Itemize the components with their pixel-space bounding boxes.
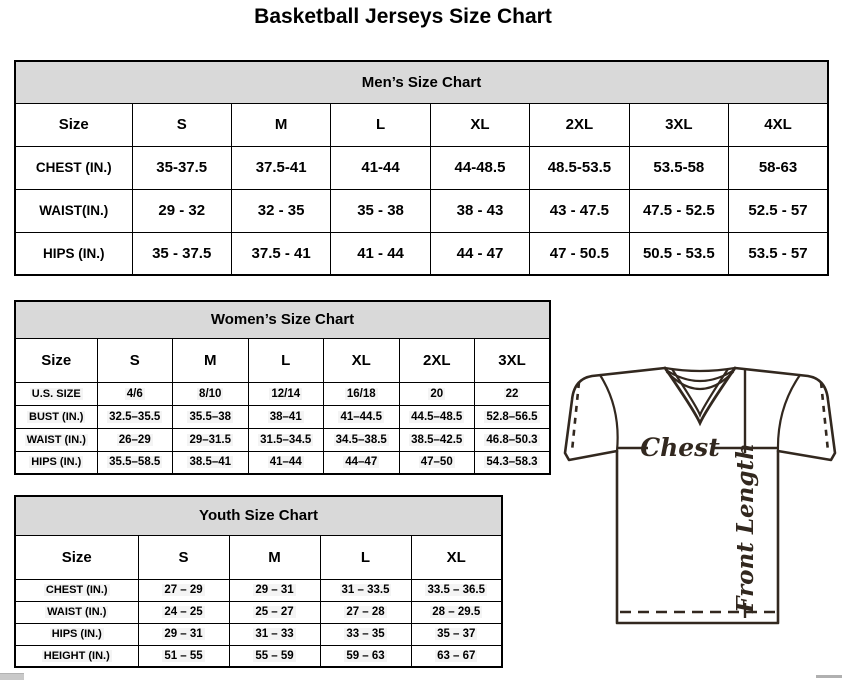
table-cell: 46.8–50.3	[475, 428, 551, 451]
table-cell: 41-44	[331, 146, 430, 189]
table-cell: 47 - 50.5	[530, 232, 629, 275]
womens-col-2xl: 2XL	[399, 338, 475, 382]
table-cell: 35.5–38	[173, 405, 249, 428]
table-cell: 35 – 37	[411, 623, 502, 645]
horizontal-scrollbar-track[interactable]	[816, 675, 842, 678]
table-cell: 41–44.5	[324, 405, 400, 428]
row-label: HIPS (IN.)	[15, 451, 97, 474]
youth-col-l: L	[320, 535, 411, 579]
table-cell: 29 - 32	[132, 189, 231, 232]
row-label: WAIST (IN.)	[15, 601, 138, 623]
table-cell: 31 – 33	[229, 623, 320, 645]
table-row	[15, 645, 502, 667]
mens-col-4xl: 4XL	[729, 103, 828, 146]
table-cell: 27 – 29	[138, 579, 229, 601]
table-cell: 37.5 - 41	[231, 232, 330, 275]
table-cell: 28 – 29.5	[411, 601, 502, 623]
table-row	[15, 189, 828, 232]
table-row	[15, 232, 828, 275]
table-cell: 34.5–38.5	[324, 428, 400, 451]
mens-col-s: S	[132, 103, 231, 146]
table-row	[15, 579, 502, 601]
table-cell: 53.5 - 57	[729, 232, 828, 275]
table-row	[15, 623, 502, 645]
table-cell: 16/18	[324, 382, 400, 405]
table-cell: 29–31.5	[173, 428, 249, 451]
table-cell: 59 – 63	[320, 645, 411, 667]
table-cell: 26–29	[97, 428, 173, 451]
front-length-label: Front Length	[732, 443, 759, 613]
table-cell: 38.5–41	[173, 451, 249, 474]
table-cell: 8/10	[173, 382, 249, 405]
table-cell: 37.5-41	[231, 146, 330, 189]
mens-size-header: Size	[15, 103, 132, 146]
table-row	[15, 451, 550, 474]
jersey-collar	[665, 368, 735, 423]
table-cell: 52.8–56.5	[475, 405, 551, 428]
table-cell: 52.5 - 57	[729, 189, 828, 232]
table-cell: 35 - 38	[331, 189, 430, 232]
table-cell: 25 – 27	[229, 601, 320, 623]
table-cell: 24 – 25	[138, 601, 229, 623]
table-cell: 48.5-53.5	[530, 146, 629, 189]
jersey-measurement-diagram	[560, 360, 840, 680]
table-cell: 20	[399, 382, 475, 405]
table-cell: 44-48.5	[430, 146, 529, 189]
row-label: HIPS (IN.)	[15, 232, 132, 275]
table-cell: 63 – 67	[411, 645, 502, 667]
table-cell: 12/14	[248, 382, 324, 405]
mens-col-3xl: 3XL	[629, 103, 728, 146]
table-cell: 43 - 47.5	[530, 189, 629, 232]
table-cell: 29 – 31	[229, 579, 320, 601]
table-row	[15, 428, 550, 451]
table-cell: 41–44	[248, 451, 324, 474]
table-cell: 38–41	[248, 405, 324, 428]
table-row	[15, 382, 550, 405]
table-cell: 22	[475, 382, 551, 405]
table-row	[15, 601, 502, 623]
table-cell: 29 – 31	[138, 623, 229, 645]
table-cell: 31.5–34.5	[248, 428, 324, 451]
womens-col-m: M	[173, 338, 249, 382]
table-cell: 47.5 - 52.5	[629, 189, 728, 232]
table-cell: 53.5-58	[629, 146, 728, 189]
table-cell: 50.5 - 53.5	[629, 232, 728, 275]
womens-size-chart-table	[14, 300, 551, 475]
row-label: CHEST (IN.)	[15, 146, 132, 189]
table-cell: 54.3–58.3	[475, 451, 551, 474]
mens-size-chart-table	[14, 60, 829, 276]
youth-size-chart-table	[14, 495, 503, 668]
table-cell: 44–47	[324, 451, 400, 474]
womens-col-xl: XL	[324, 338, 400, 382]
table-cell: 35 - 37.5	[132, 232, 231, 275]
youth-col-xl: XL	[411, 535, 502, 579]
table-cell: 41 - 44	[331, 232, 430, 275]
row-label: WAIST (IN.)	[15, 428, 97, 451]
row-label: HEIGHT (IN.)	[15, 645, 138, 667]
row-label: U.S. SIZE	[15, 382, 97, 405]
table-cell: 31 – 33.5	[320, 579, 411, 601]
table-cell: 47–50	[399, 451, 475, 474]
youth-col-m: M	[229, 535, 320, 579]
youth-size-header: Size	[15, 535, 138, 579]
jersey-outline	[565, 368, 835, 623]
page-title: Basketball Jerseys Size Chart	[254, 5, 552, 28]
table-cell: 27 – 28	[320, 601, 411, 623]
table-cell: 33 – 35	[320, 623, 411, 645]
womens-size-header: Size	[15, 338, 97, 382]
row-label: HIPS (IN.)	[15, 623, 138, 645]
womens-table-title: Women’s Size Chart	[15, 301, 550, 338]
table-cell: 35-37.5	[132, 146, 231, 189]
table-cell: 33.5 – 36.5	[411, 579, 502, 601]
table-cell: 44.5–48.5	[399, 405, 475, 428]
mens-col-m: M	[231, 103, 330, 146]
table-cell: 35.5–58.5	[97, 451, 173, 474]
table-cell: 38 - 43	[430, 189, 529, 232]
youth-table-title: Youth Size Chart	[15, 496, 502, 535]
womens-col-s: S	[97, 338, 173, 382]
row-label: CHEST (IN.)	[15, 579, 138, 601]
table-cell: 51 – 55	[138, 645, 229, 667]
womens-col-l: L	[248, 338, 324, 382]
table-row	[15, 405, 550, 428]
table-cell: 38.5–42.5	[399, 428, 475, 451]
table-cell: 58-63	[729, 146, 828, 189]
row-label: BUST (IN.)	[15, 405, 97, 428]
womens-col-3xl: 3XL	[475, 338, 551, 382]
table-row	[15, 146, 828, 189]
chest-label: Chest	[640, 433, 720, 462]
mens-col-2xl: 2XL	[530, 103, 629, 146]
table-cell: 55 – 59	[229, 645, 320, 667]
mens-col-l: L	[331, 103, 430, 146]
row-label: WAIST(IN.)	[15, 189, 132, 232]
mens-table-title: Men’s Size Chart	[15, 61, 828, 103]
table-cell: 32 - 35	[231, 189, 330, 232]
table-cell: 32.5–35.5	[97, 405, 173, 428]
table-cell: 4/6	[97, 382, 173, 405]
youth-col-s: S	[138, 535, 229, 579]
mens-col-xl: XL	[430, 103, 529, 146]
table-cell: 44 - 47	[430, 232, 529, 275]
